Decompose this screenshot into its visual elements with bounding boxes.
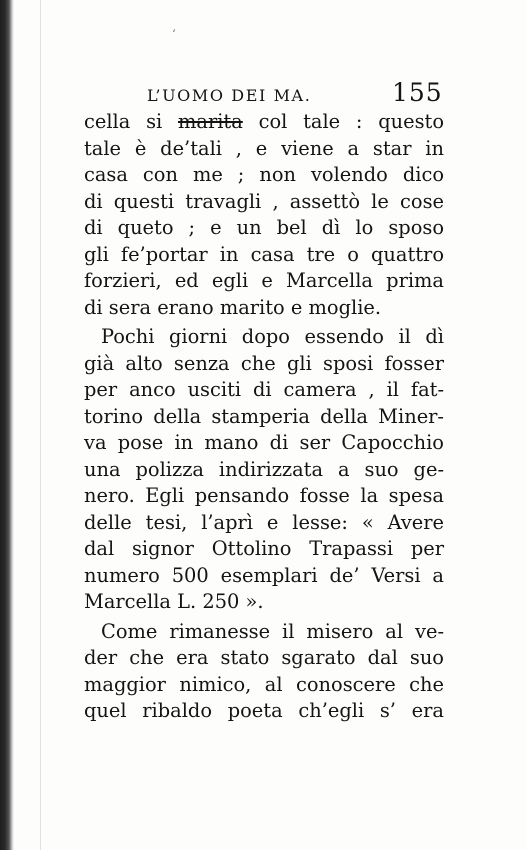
text-line: der che era stato sgarato dal suo (84, 646, 444, 669)
text-line: forzieri, ed egli e Marcella prima (84, 269, 444, 292)
running-title: L’UOMO DEI MA. (147, 86, 312, 105)
text-line: dal signor Ottolino Trapassi per (84, 537, 444, 560)
paragraph-2 (84, 324, 444, 616)
page-edge-line (40, 0, 41, 850)
text-line: va pose in mano di ser Capocchio (84, 431, 444, 454)
text-line: nero. Egli pensando fosse la spesa (84, 484, 444, 507)
struck-word: marita (178, 110, 243, 133)
ink-speck: ʻ (172, 27, 176, 41)
text-line: Come rimanesse il misero al ve- (101, 619, 444, 643)
text-line: di questi travagli , assettò le cose (84, 189, 444, 213)
text-line: una polizza indirizzata a suo ge- (84, 457, 444, 481)
paragraph-1 (84, 109, 444, 321)
text-line: Pochi giorni dopo essendo il dì (101, 325, 444, 348)
text-line: gli fe’portar in casa tre o quattro (84, 242, 444, 266)
text-line: quel ribaldo poeta ch’egli s’ era (84, 699, 444, 722)
body-text (84, 109, 444, 725)
text-line: di queto ; e un bel dì lo sposo (84, 216, 444, 239)
text-line: di sera erano marito e moglie. (84, 295, 382, 319)
page-number: 155 (392, 78, 443, 107)
text-line: Marcella L. 250 ». (84, 590, 264, 613)
text-line: tale è de’tali , e viene a star in (84, 136, 444, 160)
text-line: già alto senza che gli sposi fosser (84, 351, 444, 375)
text-line: casa con me ; non volendo dico (84, 163, 444, 186)
text-fragment: cella si (84, 110, 163, 133)
text-line: maggior nimico, al conoscere che (84, 672, 444, 696)
text-line (84, 109, 444, 136)
binding-gutter-shadow (0, 0, 14, 850)
text-line: delle tesi, l’aprì e lesse: « Avere (84, 510, 444, 534)
text-fragment: col tale : questo (258, 110, 444, 133)
paragraph-3 (84, 619, 444, 725)
text-line: numero 500 esemplari de’ Versi a (84, 563, 444, 587)
text-line: per anco usciti di camera , il fat- (84, 378, 444, 401)
text-line: torino della stamperia della Miner- (84, 404, 444, 428)
